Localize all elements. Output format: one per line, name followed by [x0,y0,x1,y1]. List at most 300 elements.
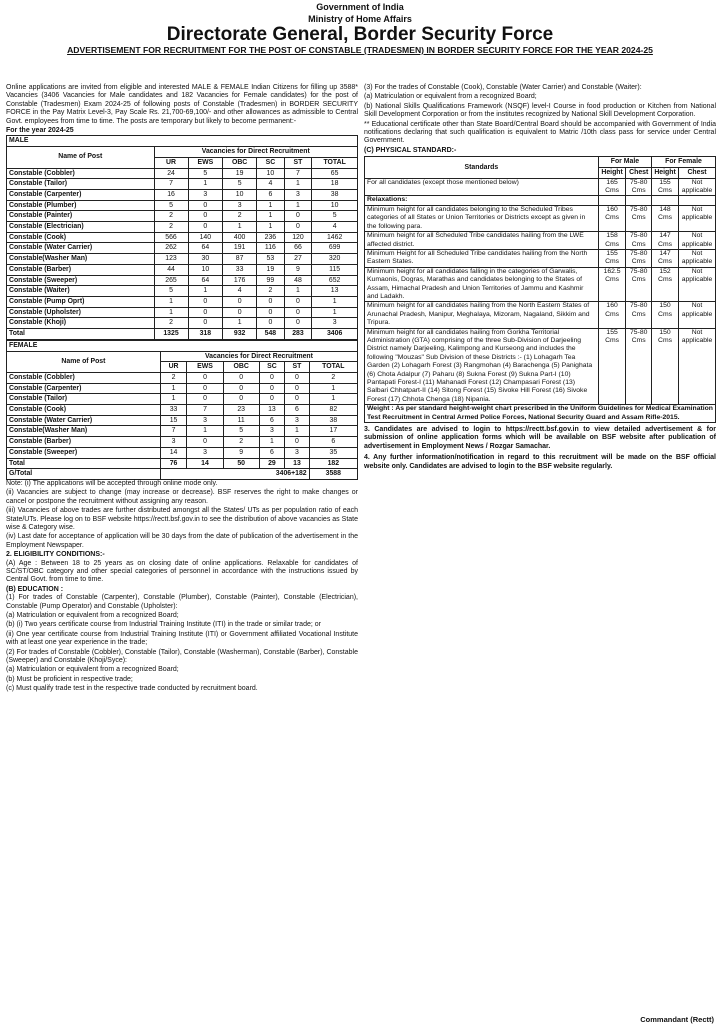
standard-value: Not applicable [679,178,716,196]
cell-value: 1 [257,211,285,222]
cell-value: 5 [188,168,223,179]
cell-value: 1 [160,383,186,394]
post-name: Constable (Cook) [7,405,161,416]
cell-value: 699 [312,243,358,254]
cell-value: 0 [188,307,223,318]
header [0,0,720,55]
col-header: ST [284,157,312,168]
cell-value: 4 [312,222,358,233]
sub-header: Height [598,167,626,178]
right-text-item: (C) PHYSICAL STANDARD:- [364,146,457,154]
note-item: (iv) Last date for acceptance of application will be 30 days from the date of publication of the advertisement in the Employment Newspaper. [6,533,358,549]
cell-value: 0 [188,200,223,211]
col-header: EWS [187,362,224,373]
post-name: Constable (Sweeper) [7,447,161,458]
male-label: MALE [7,136,358,147]
standard-value: Not applicable [679,232,716,250]
standard-text: Minimum height for all candidates belonging to the Scheduled Tribes categories of all States or Union Territories or Districts except as given in the following para. [365,205,599,231]
standard-value: 155 Cms [598,249,626,267]
cell-value: 116 [257,243,285,254]
table-row [7,275,358,286]
standard-value [679,196,716,205]
cell-value: 0 [223,296,257,307]
cell-value: 1 [154,307,188,318]
cell-value: 53 [257,254,285,265]
ministry-label: Ministry of Home Affairs [308,14,412,24]
cell-value: 0 [285,394,309,405]
col-header: OBC [223,362,259,373]
cell-value: 16 [154,189,188,200]
total-value: 13 [285,458,309,469]
cell-value: 0 [188,222,223,233]
cell-value: 18 [312,179,358,190]
cell-value: 7 [187,405,224,416]
cell-value: 5 [223,426,259,437]
cell-value: 1 [188,286,223,297]
standard-text: Minimum Height for all Scheduled Tribe candidates hailing from the North Eastern States. [365,249,599,267]
cell-value: 0 [259,383,285,394]
cell-value: 3 [187,447,224,458]
post-name: Constable (Tailor) [7,179,155,190]
post-name: Constable (Upholster) [7,307,155,318]
total-value: 76 [160,458,186,469]
cell-value: 123 [154,254,188,265]
intro-text: Online applications are invited from eligible and interested MALE & FEMALE Indian Citizens for filling up 3588* Vacancies (3406 Vacancies for Male candidates and 182 Vacancies for Female candidates) for the post of Constable (Tradesmen) Exam 2024-25 of following posts of Constable (Tradesmen) in BORDER SECURITY FORCE in the Pay Matrix Level-3, Pay Scale Rs. 21,700-69,100/- and other allowances as admissible to Central Govt. employees from time to time. The posts are temporary but likely to become permanent:- [6,84,358,125]
post-name: Constable (Carpenter) [7,383,161,394]
education-item: (ii) One year certificate course from Industrial Training Institute (ITI) or Government affiliated Vocational Institute with at least one year experience in the trade; [6,630,358,647]
cell-value: 1 [223,222,257,233]
table-row [7,286,358,297]
standard-value: 158 Cms [598,232,626,250]
cell-value: 0 [285,372,309,383]
cell-value: 65 [312,168,358,179]
standard-value: 160 Cms [598,302,626,328]
cell-value: 66 [284,243,312,254]
female-vacancy-table [6,340,358,480]
cell-value: 320 [312,254,358,265]
cell-value: 1 [309,383,357,394]
standard-value: 155 Cms [652,178,679,196]
gov-label: Government of India [316,2,404,12]
cell-value: 566 [154,232,188,243]
standard-text: Minimum height for all candidates hailing from the North Eastern States of Arunachal Pradesh, Manipur, Meghalaya, Mizoram, Nagaland, Sikkim and Tripura. [365,302,599,328]
cell-value: 1 [187,426,224,437]
table-row [7,179,358,190]
right-top-text [364,84,716,155]
standard-row [365,328,716,405]
table-row [7,211,358,222]
cell-value: 1 [259,437,285,448]
post-name: Constable (Cobbler) [7,168,155,179]
table-row [7,383,358,394]
cell-value: 9 [284,264,312,275]
total-row [7,458,358,469]
cell-value: 9 [223,447,259,458]
standard-value: 152 Cms [652,267,679,302]
post-name: Constable (Cook) [7,232,155,243]
cell-value: 120 [284,232,312,243]
cell-value: 1 [257,200,285,211]
cell-value: 1 [257,222,285,233]
cell-value: 10 [188,264,223,275]
cell-value: 0 [284,211,312,222]
sub-header: Chest [679,167,716,178]
cell-value: 17 [309,426,357,437]
cell-value: 0 [285,383,309,394]
cell-value: 0 [188,318,223,329]
cell-value: 3 [284,189,312,200]
standard-text: Minimum height for all candidates falling in the categories of Garwalis, Kumaonis, Dogras, Marathas and candidates belonging to the States of Assam, Himachal Pradesh and Union Territories of Jammu and Kashmir and Ladakh. [365,267,599,302]
cell-value: 35 [309,447,357,458]
col-header: UR [160,362,186,373]
cell-value: 15 [160,415,186,426]
cell-value: 27 [284,254,312,265]
post-name: Constable (Pump Oprt) [7,296,155,307]
standard-value: 75-80 Cms [626,267,652,302]
education-list [6,594,358,693]
cell-value: 0 [188,296,223,307]
standard-value: 148 Cms [652,205,679,231]
right-text-item: (3) For the trades of Constable (Cook), Constable (Water Carrier) and Constable (Waiter): [364,84,642,91]
cell-value: 1 [312,307,358,318]
standard-value: 147 Cms [652,232,679,250]
total-row [7,329,358,340]
cell-value: 64 [188,275,223,286]
standard-value [652,196,679,205]
cell-value: 87 [223,254,257,265]
cell-value: 1 [154,296,188,307]
col-header: EWS [188,157,223,168]
post-name: Constable(Washer Man) [7,426,161,437]
standard-text: Minimum height for all Scheduled Tribe candidates hailing from the LWE affected district. [365,232,599,250]
weight-text: Weight : As per standard height-weight chart prescribed in the Uniform Guidelines for Medical Examination Test Recruitment in Central Armed Police Forces, National Security Guard and Assam Rifle-2015. [365,405,716,423]
cell-value: 0 [187,372,224,383]
table-row [7,415,358,426]
cell-value: 44 [154,264,188,275]
total-value: 318 [188,329,223,340]
cell-value: 99 [257,275,285,286]
col-header: UR [154,157,188,168]
cell-value: 0 [257,296,285,307]
cell-value: 191 [223,243,257,254]
education-item: (b) Must be proficient in respective trade; [6,675,133,683]
cell-value: 1 [284,200,312,211]
cell-value: 0 [284,307,312,318]
sub-header: Chest [626,167,652,178]
cell-value: 38 [309,415,357,426]
cell-value: 33 [223,264,257,275]
standard-row [365,267,716,302]
cell-value: 3 [285,447,309,458]
standard-row [365,196,716,205]
female-label: FEMALE [7,340,358,351]
post-name: Constable (Electrician) [7,222,155,233]
cell-value: 0 [257,318,285,329]
table-row [7,264,358,275]
cell-value: 48 [284,275,312,286]
standard-value: 162.5 Cms [598,267,626,302]
post-name: Constable (Khoji) [7,318,155,329]
cell-value: 4 [257,179,285,190]
col-header: SC [259,362,285,373]
cell-value: 0 [187,383,224,394]
table-row [7,222,358,233]
cell-value: 0 [259,372,285,383]
cell-value: 2 [223,211,257,222]
cell-value: 0 [223,307,257,318]
post-name: Constable (Water Carrier) [7,415,161,426]
cell-value: 2 [160,372,186,383]
table-row [7,394,358,405]
standard-text: Minimum height for all candidates hailing from Gorkha Territorial Administration (GTA) comprising of the three Sub-Division of Darjeeling District namely Darjeeling, Kalimpong and Kurseong and includes the following "Mouzas" Sub Division of these Districts :- (1) Lohagarh Tea Garden (2) Lohagarh Forest (3) Rangmohan (4) Barachenga (5) Panighata (6) Chota Adalpur (7) Paharu (8) Sukna Forest (9) Sukna Part-I (10) Pantapati Forest-I (11) Mahanadi Forest (12) Champasari Forest (13) Salbari Chhatpart-II (14) Sitong Forest (15) Sivoke Hill Forest (16) Sivoke Forest (17) Chhota Chenga (18) Nipania. [365,328,599,405]
total-value: 50 [223,458,259,469]
table-row [7,318,358,329]
col-header: ST [285,362,309,373]
right-text-item: (b) National Skills Qualifications Framework (NSQF) level-I Course in food production or Kitchen from National Skill Development Corporation or from the institutes recognized by National Skill Development Corporation. [364,102,716,119]
cell-value: 176 [223,275,257,286]
cell-value: 19 [223,168,257,179]
sub-header: Height [652,167,679,178]
cell-value: 400 [223,232,257,243]
cell-value: 0 [187,394,224,405]
grand-total-label: G/Total [7,469,161,480]
total-value: 29 [259,458,285,469]
para-3: 3. Candidates are advised to login to https://rectt.bsf.gov.in to view detailed advertisement & for submission of online application forms which will be available on BSF website after publication of advertisement in Employment News / Rozgar Samachar. [364,426,716,450]
education-item: (2) For trades of Constable (Cobbler), Constable (Tailor), Constable (Washerman), Constable (Barber), Constable (Sweeper) and Constable (Khoji/Syce): [6,648,358,665]
post-name: Constable (Sweeper) [7,275,155,286]
education-item: (1) For trades of Constable (Carpenter), Constable (Plumber), Constable (Painter), Constable (Electrician), Constable (Pump Operator) and Constable (Upholster): [6,594,358,610]
standard-value: 75-80 Cms [626,178,652,196]
cell-value: 64 [188,243,223,254]
col-header: SC [257,157,285,168]
col-group: Vacancies for Direct Recruitment [160,351,357,362]
cell-value: 30 [188,254,223,265]
page-subtitle: ADVERTISEMENT FOR RECRUITMENT FOR THE POST OF CONSTABLE (TRADESMEN) IN BORDER SECURITY FORCE FOR THE YEAR 2024-25 [67,45,653,55]
cell-value: 2 [309,372,357,383]
table-row [7,426,358,437]
post-name: Constable (Water Carrier) [7,243,155,254]
post-name: Constable (Barber) [7,437,161,448]
col-group: Vacancies for Direct Recruitment [154,147,357,158]
cell-value: 3 [285,415,309,426]
table-row [7,437,358,448]
cell-value: 236 [257,232,285,243]
cell-value: 1 [188,179,223,190]
cell-value: 0 [223,372,259,383]
cell-value: 5 [312,211,358,222]
table-row [7,405,358,416]
cell-value: 652 [312,275,358,286]
cell-value: 3 [160,437,186,448]
standard-value: Not applicable [679,267,716,302]
post-name: Constable (Waiter) [7,286,155,297]
standard-value: Not applicable [679,249,716,267]
col-header: OBC [223,157,257,168]
standard-value: 75-80 Cms [626,205,652,231]
standard-value: 150 Cms [652,328,679,405]
note-item: (iii) Vacancies of above trades are further distributed amongst all the States/ UTs as per population ratio of each State/UTs. Please log on to BSF website https://rectt.bsf.gov.in to see the distribution of above vacancies as State wise & Category wise. [6,507,358,531]
age-text: (A) Age : Between 18 to 25 years as on closing date of online applications. Relaxable for candidates of SC/ST/OBC category and other special categories of personnel in accordance with the instructions issued by Central Govt. from time to time. [6,559,358,584]
cell-value: 2 [257,286,285,297]
cell-value: 265 [154,275,188,286]
col-female: For Female [652,157,716,168]
standard-row [365,249,716,267]
post-name: Constable (Cobbler) [7,372,161,383]
cell-value: 0 [259,394,285,405]
cell-value: 0 [187,437,224,448]
table-row [7,447,358,458]
cell-value: 7 [160,426,186,437]
total-value: 1325 [154,329,188,340]
cell-value: 3 [312,318,358,329]
cell-value: 0 [285,437,309,448]
page-title: Directorate General, Border Security Force [166,24,554,45]
standard-row [365,205,716,231]
standard-text: Relaxations: [365,196,599,205]
cell-value: 1 [284,286,312,297]
signature: Commandant (Rectt) [640,1015,714,1024]
cell-value: 13 [312,286,358,297]
cell-value: 115 [312,264,358,275]
cell-value: 38 [312,189,358,200]
cell-value: 6 [257,189,285,200]
cell-value: 11 [223,415,259,426]
post-name: Constable (Tailor) [7,394,161,405]
right-text-item: ** Educational certificate other than State Board/Central Board should be accompanied with Government of India notifications declaring that such qualification is equivalent to Matric /10th class pass for service under Central Government. [364,120,716,145]
note-item: Note: (i) The applications will be accepted through online mode only. [6,479,218,487]
table-row [7,189,358,200]
standard-value: 150 Cms [652,302,679,328]
standard-value: 75-80 Cms [626,249,652,267]
cell-value: 3 [259,426,285,437]
year-label: For the year 2024-25 [6,127,74,135]
cell-value: 140 [188,232,223,243]
physical-standard-table [364,156,716,423]
cell-value: 2 [154,222,188,233]
standard-value: 155 Cms [598,328,626,405]
standard-value: 147 Cms [652,249,679,267]
para-4: 4. Any further information/notification in regard to this recruitment will be made on the BSF official website only. Candidates are advised to login to the BSF website regularly. [364,454,716,470]
col-header: TOTAL [309,362,357,373]
cell-value: 2 [154,318,188,329]
cell-value: 6 [285,405,309,416]
post-name: Constable (Plumber) [7,200,155,211]
cell-value: 1 [160,394,186,405]
eligibility-heading: 2. ELIGIBILITY CONDITIONS:- [6,551,105,559]
cell-value: 10 [223,189,257,200]
left-column [6,84,358,695]
col-name-of-post: Name of Post [7,351,161,372]
cell-value: 0 [284,296,312,307]
cell-value: 3 [187,415,224,426]
cell-value: 24 [154,168,188,179]
grand-total-value: 3588 [309,469,357,480]
standard-value: Not applicable [679,302,716,328]
cell-value: 7 [154,179,188,190]
education-item: (c) Must qualify trade test in the respective trade conducted by recruitment board. [6,685,258,693]
cell-value: 5 [154,286,188,297]
standard-row [365,302,716,328]
cell-value: 0 [223,394,259,405]
standard-value: 160 Cms [598,205,626,231]
table-row [7,296,358,307]
cell-value: 5 [154,200,188,211]
standard-value [598,196,626,205]
col-name-of-post: Name of Post [7,147,155,168]
total-value: 182 [309,458,357,469]
col-standards: Standards [365,157,599,178]
post-name: Constable (Barber) [7,264,155,275]
cell-value: 6 [259,447,285,458]
table-row [7,372,358,383]
total-value: 932 [223,329,257,340]
cell-value: 0 [257,307,285,318]
cell-value: 82 [309,405,357,416]
table-row [7,307,358,318]
cell-value: 2 [223,437,259,448]
post-name: Constable (Carpenter) [7,189,155,200]
cell-value: 13 [259,405,285,416]
cell-value: 14 [160,447,186,458]
standard-text: For all candidates (except those mentioned below) [365,178,599,196]
cell-value: 1 [309,394,357,405]
notes [6,480,358,550]
note-item: (ii) Vacancies are subject to change (may increase or decrease). BSF reserves the right to make changes or cancel or postpone the recruitment without assigning any reason. [6,489,358,505]
cell-value: 4 [223,286,257,297]
standard-value: 165 Cms [598,178,626,196]
cell-value: 262 [154,243,188,254]
standard-value: 75-80 Cms [626,328,652,405]
total-label: Total [7,458,161,469]
standard-value: Not applicable [679,328,716,405]
cell-value: 10 [257,168,285,179]
total-value: 283 [284,329,312,340]
cell-value: 1462 [312,232,358,243]
table-row [7,168,358,179]
total-value: 548 [257,329,285,340]
cell-value: 0 [284,222,312,233]
cell-value: 7 [284,168,312,179]
standard-value [626,196,652,205]
cell-value: 1 [284,179,312,190]
cell-value: 6 [259,415,285,426]
cell-value: 19 [257,264,285,275]
cell-value: 0 [188,211,223,222]
post-name: Constable(Washer Man) [7,254,155,265]
total-value: 3406 [312,329,358,340]
total-label: Total [7,329,155,340]
education-item: (a) Matriculation or equivalent from a recognized Board; [6,666,179,674]
cell-value: 3 [188,189,223,200]
cell-value: 1 [312,296,358,307]
cell-value: 5 [223,179,257,190]
cell-value: 0 [223,383,259,394]
cell-value: 6 [309,437,357,448]
cell-value: 10 [312,200,358,211]
cell-value: 0 [284,318,312,329]
standard-value: 75-80 Cms [626,232,652,250]
right-text-item: (a) Matriculation or equivalent from a recognized Board; [364,93,537,101]
grand-total-sum: 3406+182 [160,469,309,480]
education-heading: (B) EDUCATION : [6,585,64,593]
cell-value: 3 [223,200,257,211]
standard-value: Not applicable [679,205,716,231]
cell-value: 1 [223,318,257,329]
cell-value: 2 [154,211,188,222]
standard-row [365,232,716,250]
cell-value: 1 [285,426,309,437]
cell-value: 23 [223,405,259,416]
